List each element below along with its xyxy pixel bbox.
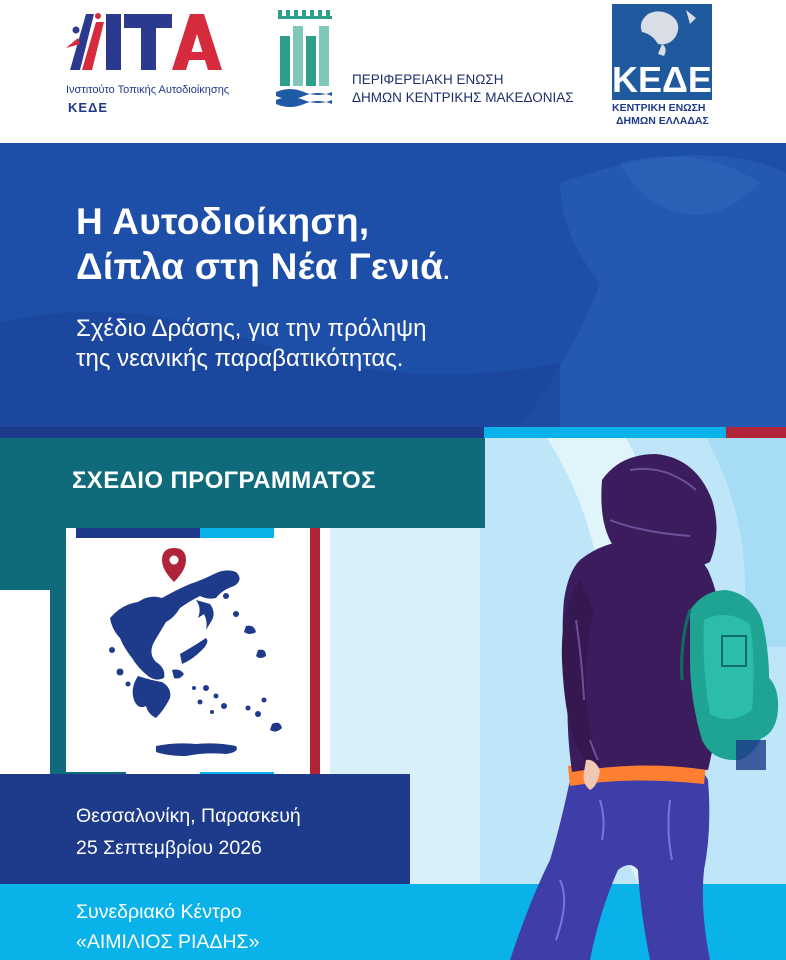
kede-logo-line1: ΚΕΝΤΡΙΚΗ ΕΝΩΣΗ (612, 102, 706, 114)
map-frame-top-cyan (200, 528, 274, 538)
left-stripe-teal (50, 590, 66, 774)
hero-title-dot: . (443, 259, 450, 284)
program-label: ΣΧΕΔΙΟ ΠΡΟΓΡΑΜΜΑΤΟΣ (72, 467, 376, 494)
map-frame-right-red (310, 528, 320, 782)
map-frame-top-blue (76, 528, 200, 538)
map-frame (66, 528, 322, 782)
event-date (76, 800, 301, 864)
left-stripe-dark (0, 528, 66, 590)
location-pin-icon (162, 548, 186, 582)
hero-subtitle-line2: της νεανικής παραβατικότητας. (76, 345, 404, 372)
hero-title-line2: Δίπλα στη Νέα Γενιά (76, 246, 444, 287)
hooded-youth-illustration (490, 440, 786, 960)
pedkm-logo-mark-icon (276, 6, 340, 112)
greece-map-icon (76, 538, 310, 772)
event-venue-line2: «ΑΙΜΙΛΙΟΣ ΡΙΑΔΗΣ» (76, 931, 260, 953)
ita-logo-subtitle: Ινστιτούτο Τοπικής Αυτοδιοίκησης (66, 84, 230, 96)
kede-logo-line2: ΔΗΜΩΝ ΕΛΛΑΔΑΣ (616, 115, 709, 127)
event-venue (76, 897, 259, 957)
hero-subtitle-line1: Σχέδιο Δράσης, για την πρόληψη (76, 315, 427, 342)
pedkm-logo-line1: ΠΕΡΙΦΕΡΕΙΑΚΗ ΕΝΩΣΗ (352, 72, 504, 87)
left-stripe-white (0, 590, 50, 774)
ita-logo-mark-icon (64, 8, 224, 80)
hero-banner (0, 143, 786, 427)
hero-title-line2-wrap (76, 244, 450, 294)
kede-logo-mark-icon (612, 4, 712, 100)
hero-subtitle (76, 314, 426, 374)
event-venue-line1: Συνεδριακό Κέντρο (76, 901, 242, 923)
header (0, 0, 786, 143)
ita-logo (64, 8, 229, 118)
ita-logo-org: ΚΕΔΕ (68, 100, 109, 115)
kede-logo (608, 4, 718, 128)
event-city-day: Θεσσαλονίκη, Παρασκευή (76, 805, 301, 827)
event-date-line: 25 Σεπτεμβρίου 2026 (76, 837, 262, 859)
kede-logo-lettering: ΚΕΔΕ (612, 59, 712, 100)
map-card (76, 538, 310, 772)
hero-title (76, 199, 450, 294)
pedkm-logo (276, 6, 576, 116)
hero-title-line1: Η Αυτοδιοίκηση, (76, 201, 370, 242)
pedkm-logo-line2: ΔΗΜΩΝ ΚΕΝΤΡΙΚΗΣ ΜΑΚΕΔΟΝΙΑΣ (352, 90, 574, 105)
